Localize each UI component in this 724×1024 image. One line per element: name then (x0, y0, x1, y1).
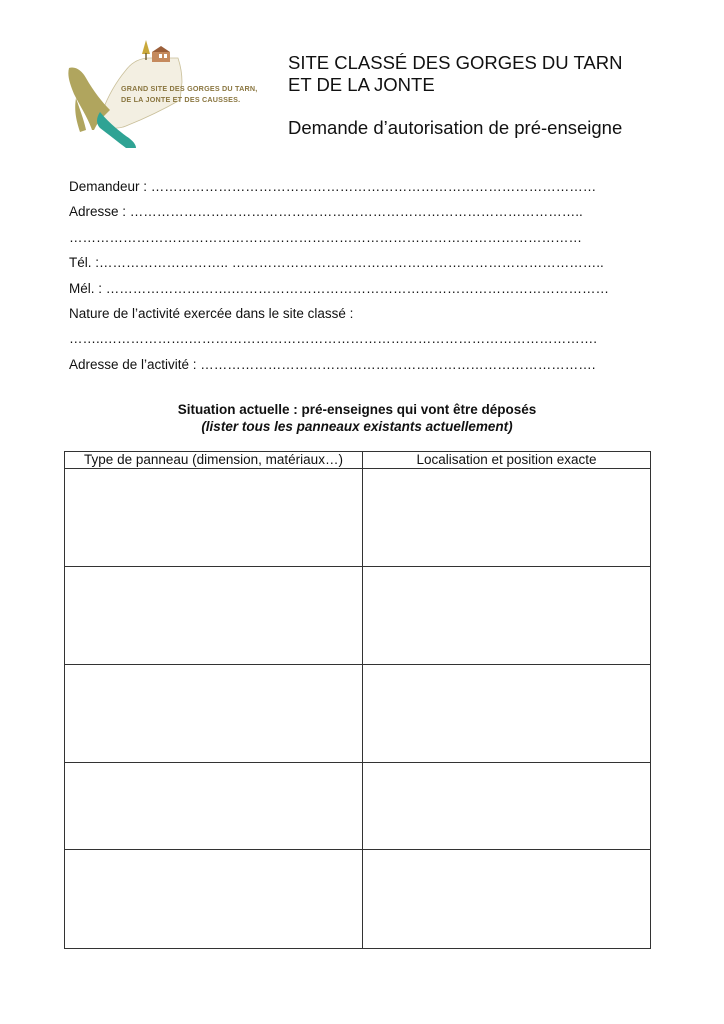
location-column-header: Localisation et position exacte (363, 452, 651, 469)
section-heading (64, 401, 650, 435)
activity-nature-field[interactable]: ……..……………….………………………………………………………………………………. (69, 331, 598, 347)
table-row (65, 850, 651, 949)
logo-text-line1: GRAND SITE DES GORGES DU TARN, (121, 84, 258, 93)
logo-text-line2: DE LA JONTE ET DES CAUSSES. (121, 95, 241, 104)
address-continuation-field[interactable]: …………………………………………………………………………………………………… (69, 229, 582, 245)
phone-field[interactable]: Tél. :……………………….. ……………………………………………………………………….. (69, 255, 604, 271)
page-title-line2: ET DE LA JONTE (288, 74, 435, 95)
panel-type-cell[interactable] (65, 567, 363, 665)
location-cell[interactable] (363, 763, 651, 850)
table-row (65, 665, 651, 763)
panel-type-column-header: Type de panneau (dimension, matériaux…) (65, 452, 363, 469)
panel-type-cell[interactable] (65, 763, 363, 850)
activity-nature-label: Nature de l’activité exercée dans le site classé : (69, 306, 354, 322)
panel-type-cell[interactable] (65, 850, 363, 949)
table-row (65, 567, 651, 665)
activity-address-field[interactable]: Adresse de l’activité : ……………………………………………………………………………. (69, 356, 596, 372)
page-subtitle: Demande d’autorisation de pré-enseigne (288, 117, 623, 138)
panel-type-cell[interactable] (65, 665, 363, 763)
table-row (65, 763, 651, 850)
email-field[interactable]: Mél. : ……………………….………………………………………………………………………… (69, 280, 610, 296)
location-cell[interactable] (363, 665, 651, 763)
table-header-row (65, 452, 651, 469)
page-title-line1: SITE CLASSÉ DES GORGES DU TARN (288, 52, 623, 73)
section-title: Situation actuelle : pré-enseignes qui vont être déposés (177, 402, 537, 417)
location-cell[interactable] (363, 850, 651, 949)
location-cell[interactable] (363, 567, 651, 665)
applicant-form (69, 174, 659, 377)
grand-site-logo (66, 38, 256, 153)
panel-type-cell[interactable] (65, 469, 363, 567)
table-row (65, 469, 651, 567)
logo-text (121, 83, 257, 105)
applicant-field[interactable]: Demandeur : ……………………………………………………………………………………… (69, 179, 597, 194)
page-title-block (288, 52, 688, 139)
location-cell[interactable] (363, 469, 651, 567)
section-subtitle: (lister tous les panneaux existants actuellement) (201, 419, 513, 434)
panels-table (64, 451, 651, 949)
address-field[interactable]: Adresse : ……………………………………………………………………………………….. (69, 204, 583, 220)
